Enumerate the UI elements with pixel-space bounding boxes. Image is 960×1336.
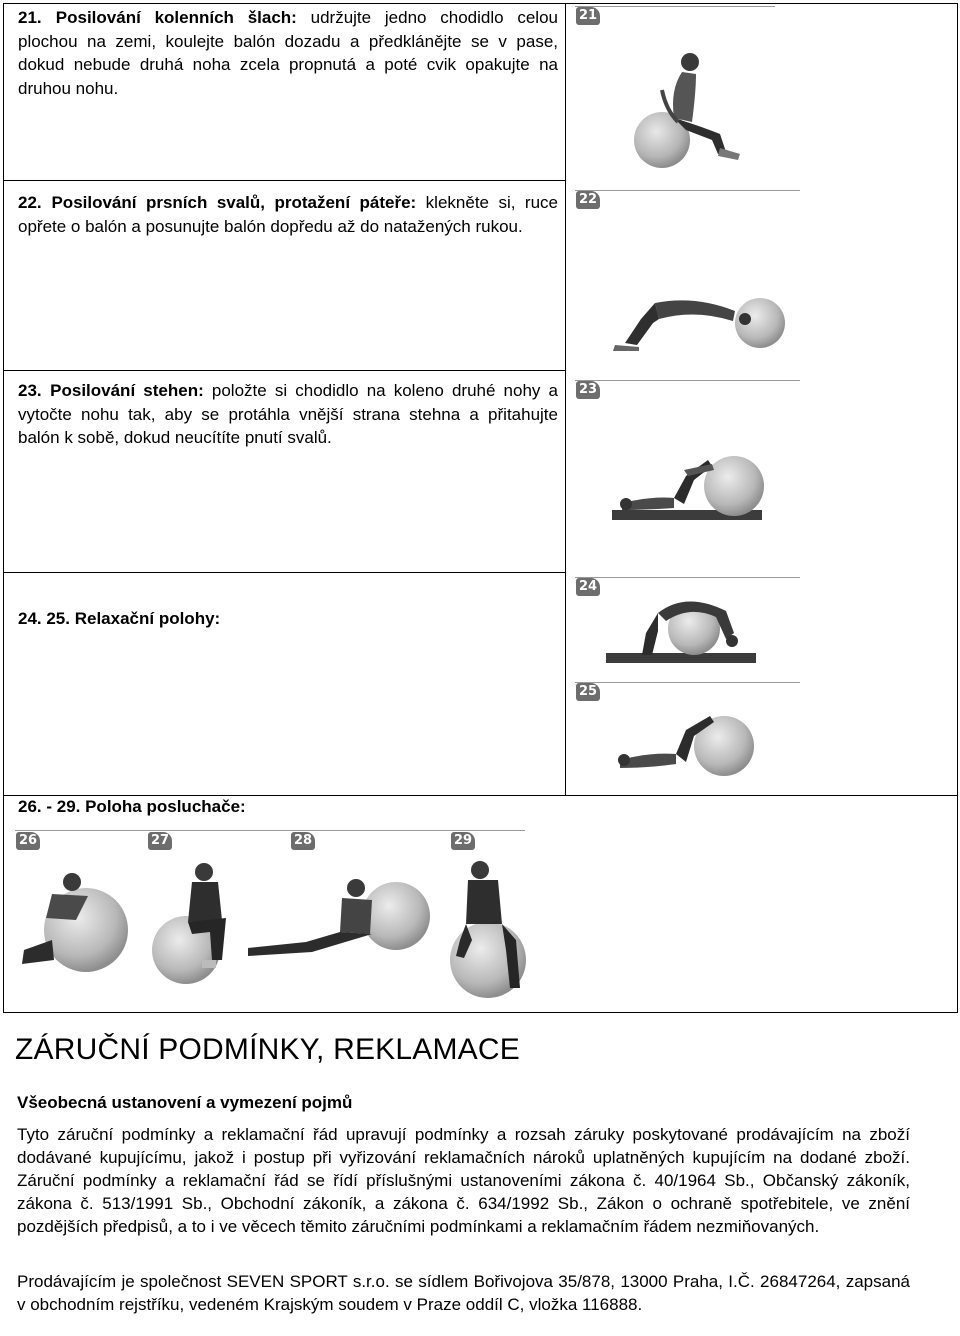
exercise-number: 21.	[18, 8, 42, 27]
photo-label-24: 24	[576, 578, 600, 596]
table-column-divider	[565, 3, 566, 795]
photo-label-23: 23	[576, 381, 600, 399]
photo-label-27: 27	[148, 832, 172, 850]
photo-label-21: 21	[576, 7, 600, 25]
photo-label-29: 29	[451, 832, 475, 850]
photo-rule	[15, 830, 525, 831]
exercise-title: Posilování kolenních šlach:	[55, 8, 297, 27]
exercise-number: 23.	[18, 381, 42, 400]
exercise-22-photo	[595, 285, 795, 360]
relax-heading: 24. 25. Relaxační polohy:	[18, 609, 221, 628]
photo-label-28: 28	[291, 832, 315, 850]
photo-rule	[575, 380, 800, 381]
exercise-21	[18, 6, 558, 100]
warranty-subtitle: Všeobecná ustanovení a vymezení pojmů	[17, 1093, 353, 1112]
warranty-paragraph-2: Prodávajícím je společnost SEVEN SPORT s.r.o. se sídlem Bořivojova 35/878, 13000 Praha, I.Č. 26847264, zapsaná v obchodním rejstříku, vedeném Krajským soudem v Praze oddíl C, vložka 116888.	[17, 1272, 910, 1314]
photo-rule	[575, 6, 775, 7]
table-row-divider	[3, 572, 566, 573]
photo-rule	[575, 577, 800, 578]
photo-label-25: 25	[576, 683, 600, 701]
exercise-description: klekněte si, ruce opřete o balón a posunujte balón dopředu až do natažených rukou.	[18, 193, 558, 236]
table-row-divider	[3, 795, 957, 796]
listener-photos	[16, 860, 536, 1000]
exercise-23-photo	[612, 448, 777, 528]
photo-rule	[575, 190, 800, 191]
exercise-title: Posilování prsních svalů, protažení páteře:	[51, 193, 417, 212]
photo-rule	[575, 682, 800, 683]
table-row-divider	[3, 180, 566, 181]
exercise-21-photo	[600, 30, 780, 175]
table-row-divider	[3, 370, 566, 371]
photo-label-26: 26	[16, 832, 40, 850]
exercise-24-photo	[606, 585, 756, 667]
exercise-23	[18, 379, 558, 450]
warranty-title: ZÁRUČNÍ PODMÍNKY, REKLAMACE	[15, 1033, 520, 1066]
exercise-25-photo	[614, 708, 774, 782]
listener-heading: 26. - 29. Poloha posluchače:	[18, 797, 246, 816]
exercise-title: Posilování stehen:	[50, 381, 204, 400]
warranty-paragraph-1: Tyto záruční podmínky a reklamační řád upravují podmínky a rozsah záruky poskytované prodávajícím na zboží dodávané kupujícímu, jakož i postup při vyřizování reklamačních nároků uplatněných kupujícím na dodané zboží. Záruční podmínky a reklamační řád se řídí příslušnými ustanoveními zákona č. 40/1964 Sb., Občanský zákoník, zákona č. 513/1991 Sb., Obchodní zákoník, a zákona č. 634/1992 Sb., Zákon o ochraně spotřebitele, ve znění pozdějších předpisů, a to i ve věcech těmito záručními podmínkami a reklamačním řádem nezmiňovaných.	[17, 1125, 910, 1236]
exercise-description: udržujte jedno chodidlo celou plochou na zemi, koulejte balón dozadu a předklánějte se v pase, dokud nebude druhá noha zcela propnutá a poté cvik opakujte na druhou nohu.	[18, 8, 558, 98]
photo-label-22: 22	[576, 191, 600, 209]
exercise-description: položte si chodidlo na koleno druhé nohy a vytočte nohu tak, aby se protáhla vnější strana stehna a přitahujte balón k sobě, dokud neucítíte pnutí svalů.	[18, 381, 558, 447]
exercise-number: 22.	[18, 193, 42, 212]
exercise-22	[18, 191, 558, 238]
